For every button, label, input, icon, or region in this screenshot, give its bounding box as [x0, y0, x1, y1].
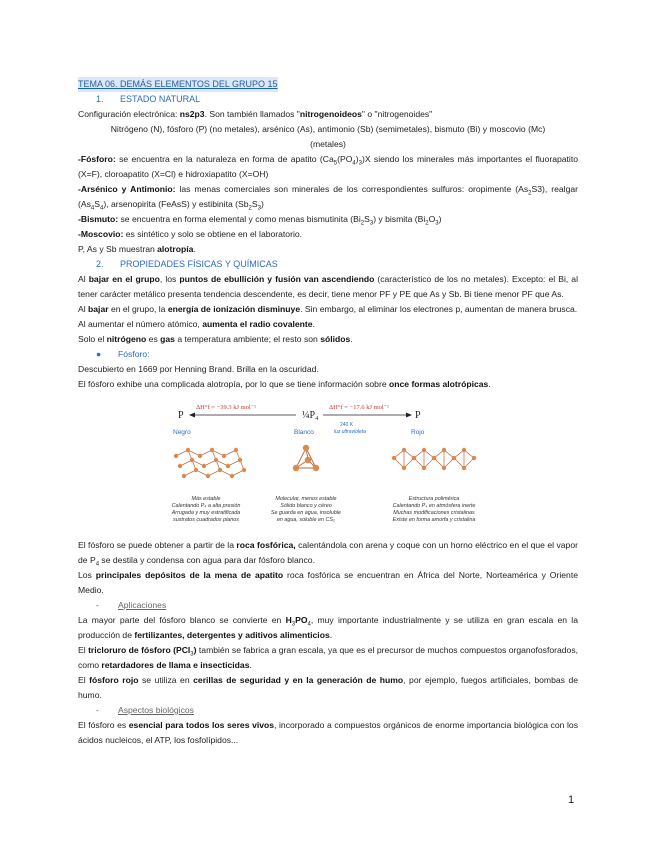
section-label: PROPIEDADES FÍSICAS Y QUÍMICAS [120, 259, 278, 269]
label-negro: Negro [173, 429, 191, 436]
subsection-aspectos-biologicos: - Aspectos biológicos [96, 705, 194, 715]
label-blanco: Blanco [294, 429, 314, 436]
caption-negro-3: Arrugada y muy estratificada [171, 510, 241, 516]
p-black-symbol: P [178, 410, 184, 421]
bismuto-paragraph: -Bismuto: se encuentra en forma elemental y como menas bismutinita $(Bi_2S_3)$ y bismita $(Bi_2O_3)$ [78, 214, 442, 227]
config-paragraph: Configuración electrónica: ns2p3. Son también llamados "nitrogenoideos" o "nitrogenoides" [78, 109, 433, 119]
fosforo-rojo-paragraph: El fósforo rojo se utiliza en cerillas de seguridad y en la generación de humo, por ejemplo, fuegos artificiales, bombas de humo. [78, 675, 579, 700]
allotropes-diagram [78, 396, 578, 536]
caption-rojo-1: Estructura polimérica [408, 496, 460, 502]
fosforo-paragraph: -Fósforo: se encuentra en la naturaleza en forma de apatito $(Ca_5(PO_4)_3)X$ siendo los minerales más importantes el fluorapatito (X=F), cloroapatito (X=Cl) e hidroxiapatito (X=OH) [78, 154, 578, 179]
obtencion-paragraph: El fósforo se puede obtener a partir de la roca fosfórica, calentándola con arena y coque con un horno eléctrico en el que el vapor de $P_4$ se destila y condensa con agua para dar fósforo blanco. [78, 540, 578, 568]
section-number: 2. [96, 259, 104, 269]
radio-covalente-paragraph: Al aumentar el número atómico, aumenta el radio covalente. [78, 319, 315, 329]
caption-blanco-2: Sólido blanco y céreo [280, 503, 332, 509]
section-number: 1. [96, 94, 104, 104]
caption-negro-1: Más estable [191, 496, 221, 502]
arrow-1-head [189, 413, 195, 418]
caption-blanco-1: Molecular, menos estable [275, 496, 337, 502]
p4-white-symbol: ¼P₄ [302, 410, 319, 421]
caption-blanco-4: en agua, soluble en CS₂ [276, 517, 336, 523]
white-phosphorus-tetrahedron [293, 445, 319, 471]
p-red-symbol: P [415, 410, 421, 421]
elements-list: Nitrógeno (N), fósforo (P) (no metales), arsénico (As), antimonio (Sb) (semimetales), bismuto (Bi) y moscovio (Mc) (metales) [110, 124, 546, 149]
estado-paragraph: Solo el nitrógeno es gas a temperatura ambiente; el resto son sólidos. [78, 334, 353, 344]
page-title: TEMA 06. DEMÁS ELEMENTOS DEL GRUPO 15 [78, 77, 278, 92]
caption-negro-4: sustratos cuadrados planos [173, 517, 239, 523]
section-heading-propiedades [78, 257, 578, 272]
energia-ionizacion-paragraph: Al bajar en el grupo, la energía de ionización disminuye. Sin embargo, al eliminar los electrones p, aumentan de manera brusca. [78, 304, 578, 314]
alotropia-paragraph: P, As y Sb muestran alotropía. [78, 244, 196, 254]
subsection-aplicaciones: - Aplicaciones [96, 600, 167, 610]
caption-blanco-3: Se guarda en agua, insoluble [270, 510, 342, 516]
moscovio-paragraph: -Moscovio: es sintético y solo se obtiene en el laboratorio. [78, 229, 303, 239]
tricloruro-paragraph: El tricloruro de fósforo (PCl$_3$) también se fabrica a gran escala, ya que es el precursor de muchos compuestos organofosforados, como retardadores de llama e insecticidas. [78, 645, 579, 670]
arrow-2-condition: 240 K [340, 422, 354, 428]
page-number: 1 [568, 794, 575, 806]
arrow-1-label: ΔH°f = −39.3 kJ mol⁻¹ [196, 404, 257, 411]
depositos-paragraph: Los principales depósitos de la mena de apatito roca fosfórica se encuentran en África del Norte, Norteamérica y Oriente Medio. [78, 570, 578, 595]
puntos-ebullicion-paragraph: Al bajar en el grupo, los puntos de ebullición y fusión van ascendiendo (característico de los no metales). Excepto: el Bi, al tener carácter metálico presenta tendencia descendente, es decir, tiene menor PF y PE que As y Sb. Bi tiene menor PF que As. [78, 274, 578, 299]
caption-rojo-2: Calentando P₄ en atmósfera inerte [392, 503, 476, 509]
fosforo-blanco-paragraph: La mayor parte del fósforo blanco se convierte en $H_3PO_4$, muy importante industrialmente y se utiliza en gran escala en la producción de fertilizantes, detergentes y aditivos alimenticios. [78, 615, 578, 640]
biologico-paragraph: El fósforo es esencial para todos los seres vivos, incorporado a compuestos orgánicos de enorme importancia biológica con los ácidos nucleicos, el ATP, los fosfolípidos... [78, 720, 578, 745]
black-phosphorus-structure [174, 448, 246, 478]
section-heading-estado-natural [78, 92, 578, 107]
bullet-fosforo: ● Fósforo: [78, 347, 578, 362]
descubierto-paragraph: Descubierto en 1669 por Henning Brand. Brilla en la oscuridad. [78, 364, 319, 374]
arrow-2-condition-2: luz ultravioleta [334, 429, 366, 435]
bullet-dot-icon: ● [96, 349, 102, 359]
arsenico-paragraph: -Arsénico y Antimonio: las menas comerciales son minerales de los correspondientes sulfuros: oropimente $(As_2S3)$, realgar $(As_4S_4)$, arsenopirita (FeAsS) y estibinita $(Sb_2S_3)$ [78, 184, 579, 212]
alotropicas-paragraph: El fósforo exhibe una complicada alotropía, por lo que se tiene información sobre once formas alotrópicas. [78, 379, 491, 389]
caption-rojo-4: Existe en forma amorfa y cristalina [392, 517, 476, 523]
arrow-2-head [406, 413, 412, 418]
section-label: ESTADO NATURAL [120, 94, 201, 104]
caption-rojo-3: Muchas modificaciones cristalinas [393, 510, 475, 516]
label-rojo: Rojo [411, 429, 425, 436]
arrow-2-label: ΔH°f = −17.6 kJ mol⁻¹ [329, 404, 390, 411]
phosphorus-allotropes-figure [78, 396, 578, 536]
red-phosphorus-chain [392, 448, 476, 470]
document-page [78, 77, 578, 748]
caption-negro-2: Calentando P₄ a alta presión [171, 503, 241, 509]
